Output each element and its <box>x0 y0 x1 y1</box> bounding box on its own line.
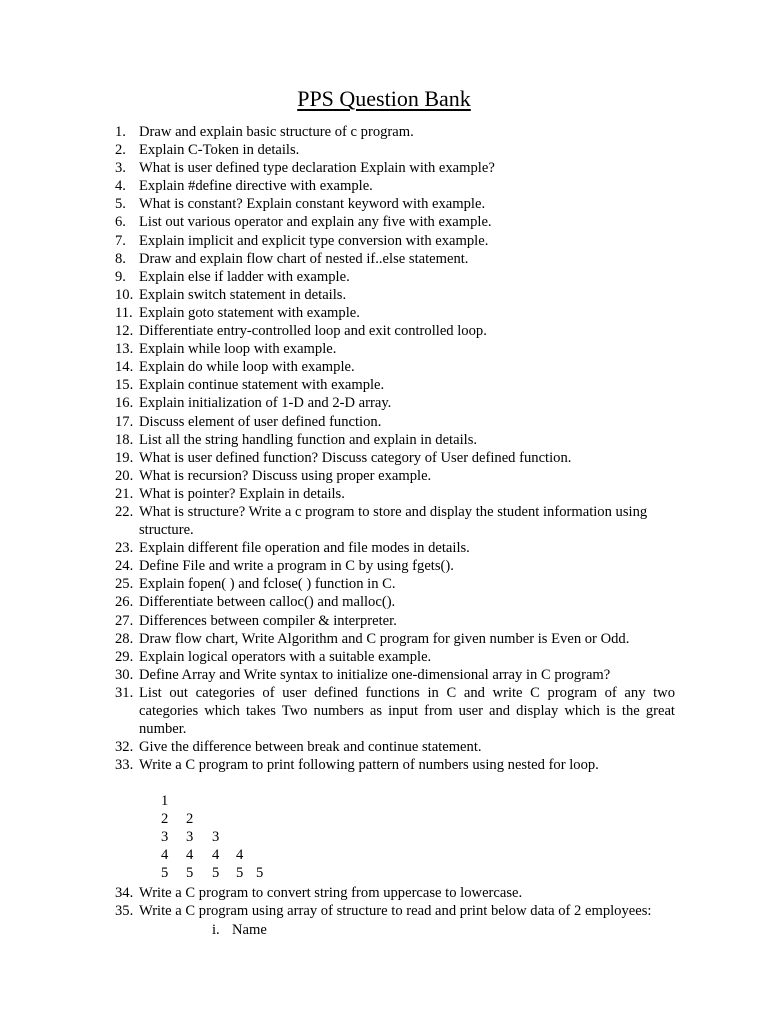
question-text: Define Array and Write syntax to initialize one-dimensional array in C program? <box>139 666 611 683</box>
question-text: Explain #define directive with example. <box>139 178 373 195</box>
pattern-cell: 5 <box>161 865 169 882</box>
question-text: List all the string handling function and explain in details. <box>139 431 478 448</box>
question-number: 15. <box>115 377 134 394</box>
question-text: List out categories of user defined functions in C and write C program of any two categories which takes Two numbers as input from user and display which is the great number. <box>139 684 675 738</box>
sub-item-text: Name <box>232 921 267 938</box>
question-text: Define File and write a program in C by using fgets(). <box>139 558 454 575</box>
question-item <box>0 612 768 630</box>
question-number: 10. <box>115 286 134 303</box>
question-number: 12. <box>115 323 134 340</box>
question-text: Write a C program to print following pattern of numbers using nested for loop. <box>139 757 599 774</box>
question-text: Explain initialization of 1-D and 2-D array. <box>139 395 392 412</box>
pattern-cell: 3 <box>161 829 169 846</box>
pattern-cell: 1 <box>161 793 169 810</box>
question-number: 25. <box>115 576 134 593</box>
question-number: 22. <box>115 503 134 520</box>
question-number: 2. <box>115 142 126 159</box>
question-item <box>0 684 768 738</box>
question-number: 9. <box>115 268 126 285</box>
pattern-cell: 5 <box>212 865 220 882</box>
question-item <box>0 213 768 231</box>
question-item <box>0 648 768 666</box>
question-text: Explain fopen( ) and fclose( ) function in C. <box>139 576 396 593</box>
question-text: Write a C program to convert string from uppercase to lowercase. <box>139 885 523 902</box>
sub-item-number: i. <box>212 921 220 938</box>
question-number: 11. <box>115 304 133 321</box>
question-number: 23. <box>115 540 134 557</box>
question-text: Give the difference between break and continue statement. <box>139 739 482 756</box>
question-number: 8. <box>115 250 126 267</box>
question-text: Explain while loop with example. <box>139 341 337 358</box>
question-number: 34. <box>115 885 134 902</box>
question-item <box>0 376 768 394</box>
page-title-text: PPS Question Bank <box>297 86 471 111</box>
question-number: 7. <box>115 232 126 249</box>
page-title <box>0 84 768 114</box>
pattern-cell: 4 <box>212 847 220 864</box>
question-item <box>0 268 768 286</box>
question-number: 27. <box>115 612 134 629</box>
question-item <box>0 232 768 250</box>
question-text: What is pointer? Explain in details. <box>139 485 345 502</box>
question-item <box>0 666 768 684</box>
question-item <box>0 431 768 449</box>
pattern-cell: 2 <box>161 811 169 828</box>
question-number: 28. <box>115 630 134 647</box>
question-item <box>0 738 768 756</box>
question-item <box>0 539 768 557</box>
question-text: Differentiate entry-controlled loop and exit controlled loop. <box>139 323 487 340</box>
question-item <box>0 394 768 412</box>
question-text: Explain do while loop with example. <box>139 359 355 376</box>
question-number: 35. <box>115 903 134 920</box>
question-item <box>0 467 768 485</box>
question-item <box>0 322 768 340</box>
question-number: 3. <box>115 160 126 177</box>
question-item <box>0 123 768 141</box>
question-item <box>0 593 768 611</box>
question-number: 5. <box>115 196 126 213</box>
pattern-cell: 5 <box>256 865 264 882</box>
question-number: 26. <box>115 594 134 611</box>
question-number: 13. <box>115 341 134 358</box>
question-number: 19. <box>115 449 134 466</box>
question-text: What is constant? Explain constant keyword with example. <box>139 196 486 213</box>
pattern-cell: 4 <box>186 847 194 864</box>
pattern-cell: 5 <box>186 865 194 882</box>
question-text: Explain logical operators with a suitable example. <box>139 648 432 665</box>
question-text: Draw and explain flow chart of nested if..else statement. <box>139 250 469 267</box>
question-text: Explain goto statement with example. <box>139 304 360 321</box>
question-number: 21. <box>115 485 134 502</box>
question-number: 4. <box>115 178 126 195</box>
question-item <box>0 449 768 467</box>
question-item <box>0 756 768 774</box>
question-number: 31. <box>115 684 134 701</box>
question-list <box>0 123 768 939</box>
question-text: Differentiate between calloc() and malloc(). <box>139 594 396 611</box>
question-text: Write a C program using array of structure to read and print below data of 2 employees: <box>139 903 652 920</box>
question-item <box>0 884 768 902</box>
question-text: Explain different file operation and file modes in details. <box>139 540 470 557</box>
question-number: 29. <box>115 648 134 665</box>
question-item <box>0 177 768 195</box>
question-number: 6. <box>115 214 126 231</box>
question-item <box>0 340 768 358</box>
question-text: What is recursion? Discuss using proper example. <box>139 467 432 484</box>
question-item <box>0 485 768 503</box>
question-text: What is user defined type declaration Explain with example? <box>139 160 495 177</box>
question-item <box>0 575 768 593</box>
question-text: What is structure? Write a c program to store and display the student information using structure. <box>139 503 648 539</box>
pattern-cell: 2 <box>186 811 194 828</box>
question-text: Explain C-Token in details. <box>139 142 300 159</box>
question-text: Explain switch statement in details. <box>139 286 347 303</box>
question-number: 17. <box>115 413 134 430</box>
pattern-cell: 3 <box>212 829 220 846</box>
question-number: 14. <box>115 359 134 376</box>
question-item <box>0 413 768 431</box>
question-item <box>0 286 768 304</box>
question-text: Explain continue statement with example. <box>139 377 385 394</box>
pattern-cell: 3 <box>186 829 194 846</box>
question-number: 18. <box>115 431 134 448</box>
question-item <box>0 250 768 268</box>
question-number: 32. <box>115 739 134 756</box>
question-text: List out various operator and explain any five with example. <box>139 214 492 231</box>
question-item <box>0 159 768 177</box>
pattern-cell: 4 <box>161 847 169 864</box>
sub-item <box>0 921 768 939</box>
question-item <box>0 304 768 322</box>
question-item <box>0 557 768 575</box>
question-text: Explain implicit and explicit type conversion with example. <box>139 232 489 249</box>
question-text: Draw flow chart, Write Algorithm and C program for given number is Even or Odd. <box>139 630 630 647</box>
question-number: 20. <box>115 467 134 484</box>
question-number: 24. <box>115 558 134 575</box>
question-number: 16. <box>115 395 134 412</box>
question-item <box>0 141 768 159</box>
question-text: What is user defined function? Discuss category of User defined function. <box>139 449 572 466</box>
question-item <box>0 195 768 213</box>
question-number: 30. <box>115 666 134 683</box>
number-pattern <box>0 774 768 884</box>
question-text: Explain else if ladder with example. <box>139 268 350 285</box>
question-text: Draw and explain basic structure of c program. <box>139 124 414 140</box>
question-item <box>0 630 768 648</box>
question-item <box>0 902 768 920</box>
question-number: 33. <box>115 757 134 774</box>
question-text: Discuss element of user defined function. <box>139 413 382 430</box>
question-number: 1. <box>115 124 126 140</box>
pattern-cell: 4 <box>236 847 244 864</box>
question-item <box>0 503 768 539</box>
pattern-cell: 5 <box>236 865 244 882</box>
question-item <box>0 358 768 376</box>
question-text: Differences between compiler & interpreter. <box>139 612 397 629</box>
